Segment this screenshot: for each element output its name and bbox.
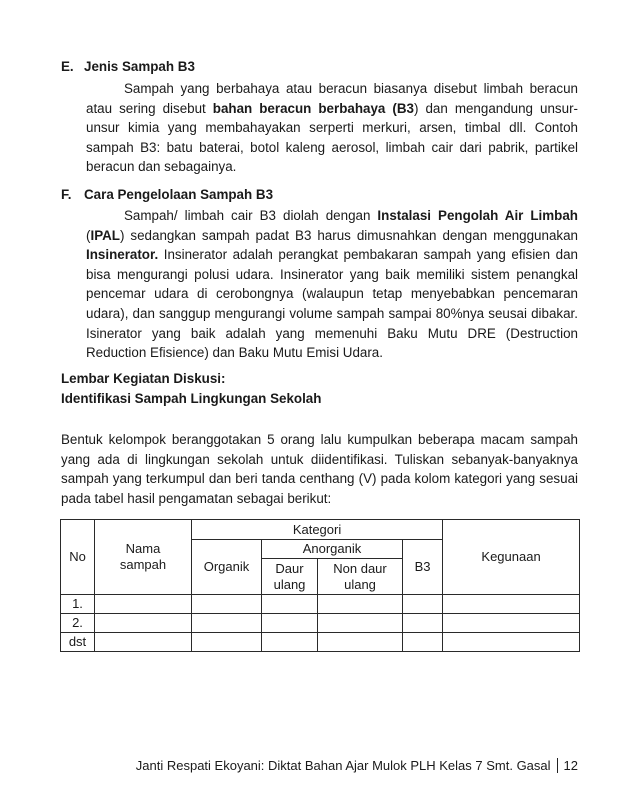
section-e-paragraph: [86, 79, 578, 177]
section-e-bold-term: bahan beracun berbahaya (B3: [212, 100, 414, 116]
section-f-text-4: Insinerator adalah perangkat pembakaran sampah yang efisien dan bisa mengurangi polusi udara. Insinerator yang baik memiliki sistem penangkal pencemar udara di cerobongnya (walaupun tetap menyebabkan pencemaran udara), dan sanggup mengurangi volume sampah sampai 80%nya seusai dibakar. Isinerator yang baik adalah yang memenuhi Baku Mutu DRE (Destruction Reduction Efisience) dan Baku Mutu Emisi Udara.: [86, 247, 578, 361]
activity-instructions: Bentuk kelompok beranggotakan 5 orang lalu kumpulkan beberapa macam sampah yang ada di lingkungan sekolah untuk diidentifikasi. Tuliskan sebanyak-banyaknya sampah yang terkumpul dan beri tanda centhang (V) pada kolom kategori yang sesuai pada tabel hasil pengamatan sebagai berikut:: [61, 432, 578, 506]
footer-text: Janti Respati Ekoyani: Diktat Bahan Ajar Mulok PLH Kelas 7 Smt. Gasal: [135, 758, 551, 773]
row-number: 1.: [61, 595, 95, 614]
section-f-text-2: (: [86, 227, 91, 243]
page-number: 12: [563, 758, 578, 773]
header-b3: B3: [403, 540, 443, 595]
row-number: 2.: [61, 614, 95, 633]
table-row: [61, 633, 580, 652]
table-row: [61, 595, 580, 614]
observation-table: [60, 519, 580, 652]
footer-divider: [557, 758, 558, 773]
section-f-letter: F.: [61, 187, 72, 202]
section-f-text-3: ) sedangkan sampah padat B3 harus dimusnahkan dengan menggunakan: [119, 227, 578, 243]
section-e-text-1: Sampah yang berbahaya atau beracun biasanya disebut limbah beracun atau sering disebut: [86, 81, 578, 116]
section-f-text-1: Sampah/ limbah cair B3 diolah dengan: [124, 208, 378, 223]
section-f-bold-insinerator: Insinerator.: [86, 247, 159, 263]
activity-subheading: Identifikasi Sampah Lingkungan Sekolah: [61, 391, 322, 406]
header-daur-ulang: Daur ulang: [262, 559, 318, 595]
header-organik: Organik: [192, 540, 262, 595]
table-row: [61, 614, 580, 633]
section-e-title: Jenis Sampah B3: [84, 59, 195, 74]
header-nama-sampah: Nama sampah: [95, 520, 192, 595]
page-footer: [0, 758, 578, 773]
section-e-text-2: ) dan mengandung unsur-unsur kimia yang membahayakan serperti merkuri, arsen, timbal dll. Contoh sampah B3: batu baterai, botol kaleng aerosol, limbah cair dari pabrik, partikel beracun dan sebagainya.: [86, 100, 578, 175]
section-f-bold-ipal-full: Instalasi Pengolah Air Limbah: [377, 208, 578, 223]
activity-heading: Lembar Kegiatan Diskusi:: [61, 371, 226, 386]
header-anorganik: Anorganik: [262, 540, 403, 559]
header-non-daur-ulang: Non daur ulang: [318, 559, 403, 595]
row-number: dst: [61, 633, 95, 652]
header-kategori: Kategori: [192, 520, 443, 540]
section-e-letter: E.: [61, 59, 74, 74]
section-f-title: Cara Pengelolaan Sampah B3: [84, 187, 274, 202]
section-f-paragraph: [86, 206, 578, 363]
section-f-bold-ipal: IPAL: [90, 227, 120, 243]
header-no: No: [61, 520, 95, 595]
header-kegunaan: Kegunaan: [443, 520, 580, 595]
